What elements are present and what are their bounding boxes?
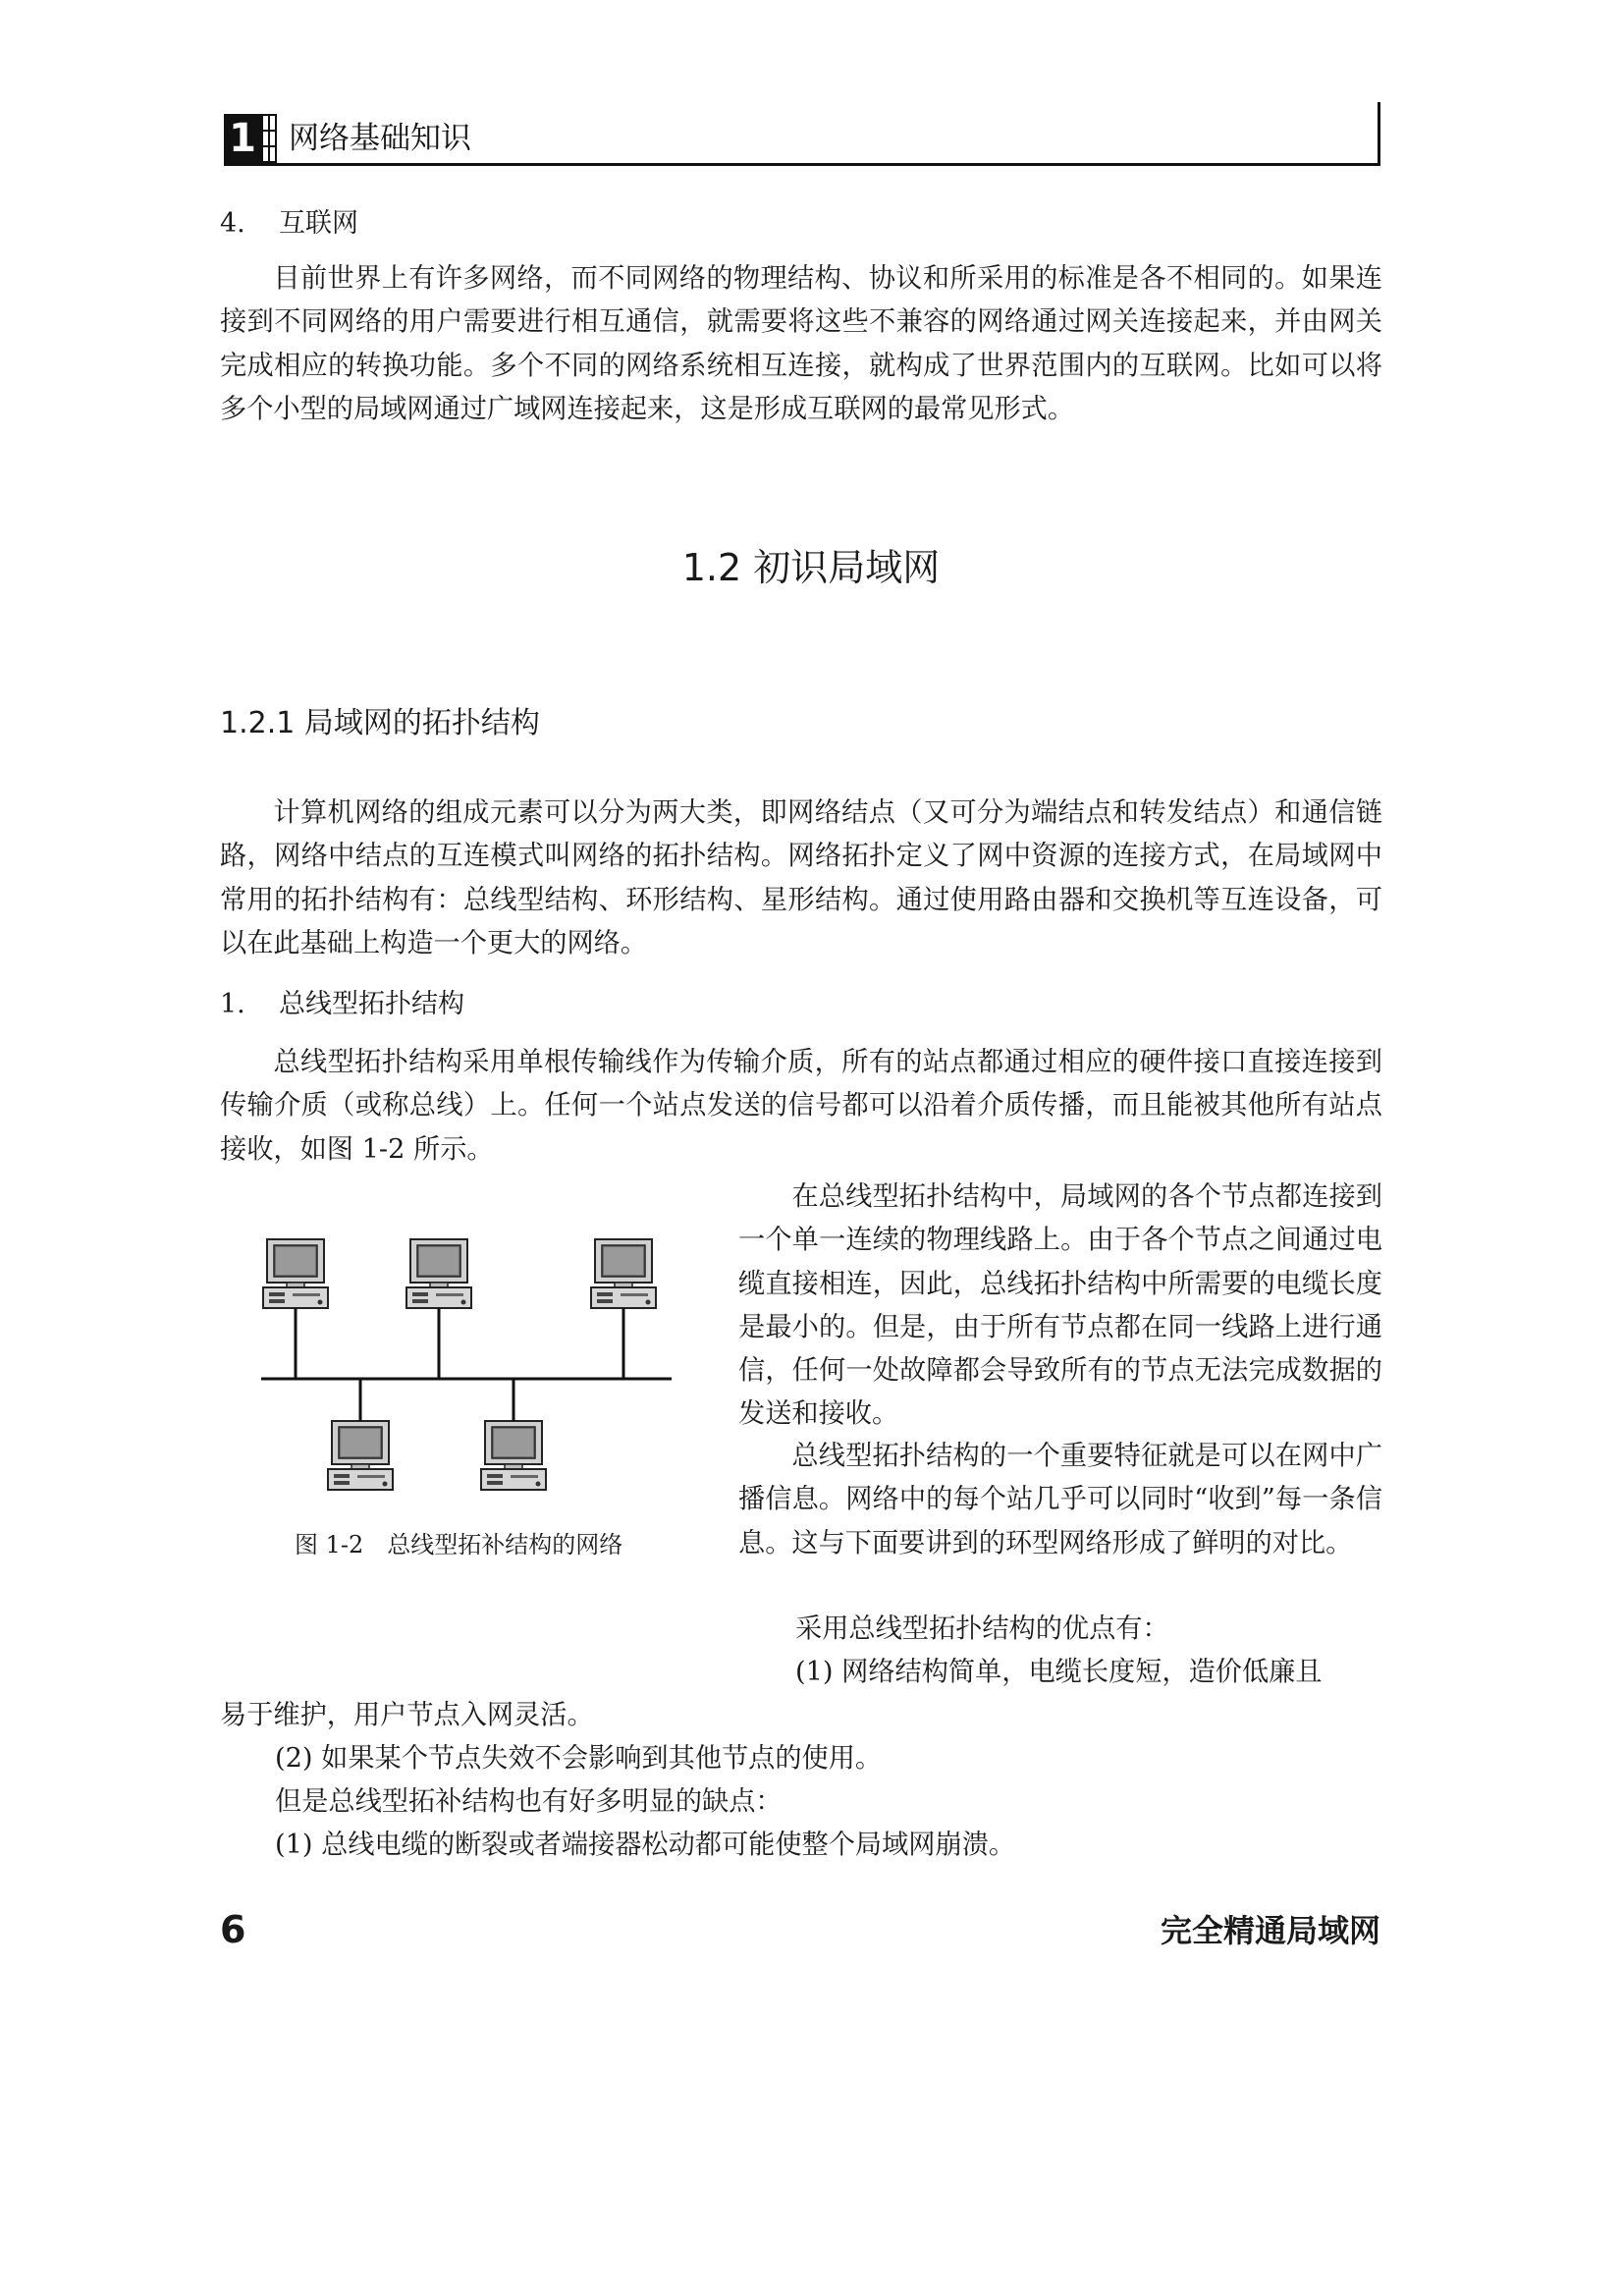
bus-paragraph-3: 总线型拓扑结构的一个重要特征就是可以在网中广播信息。网络中的每个站几乎可以同时“收到”每一条信息。这与下面要讲到的环型网络形成了鲜明的对比。 (738, 1441, 1382, 1558)
figure-caption: 图 1-2 总线型拓补结构的网络 (295, 1531, 623, 1558)
chapter-title: 网络基础知识 (289, 121, 471, 156)
computer-node (481, 1421, 546, 1490)
subsection-title: 1.2.1 局域网的拓扑结构 (220, 706, 540, 740)
disadvantage-1: (1) 总线电缆的断裂或者端接器松动都可能使整个局域网崩溃。 (275, 1830, 1016, 1860)
advantages-intro: 采用总线型拓扑结构的优点有： (795, 1613, 1169, 1644)
header-tick (1378, 102, 1380, 163)
chapter-grid-ornament (261, 114, 277, 163)
advantage-2: (2) 如果某个节点失效不会影响到其他节点的使用。 (275, 1743, 883, 1774)
book-title: 完全精通局域网 (1160, 1912, 1380, 1949)
computer-node (406, 1239, 471, 1308)
chapter-number-badge: 1 (224, 114, 261, 163)
section-4-paragraph: 目前世界上有许多网络，而不同网络的物理结构、协议和所采用的标准是各不相同的。如果连接到不同网络的用户需要进行相互通信，就需要将这些不兼容的网络通过网关连接起来，并由网关完成相应的转换功能。多个不同的网络系统相互连接，就构成了世界范围内的互联网。比如可以将多个小型的局域网通过广域网连接起来，这是形成互联网的最常见形式。 (220, 263, 1382, 424)
bus-topology-number: 1. (220, 989, 245, 1019)
advantage-1-line-2: 易于维护，用户节点入网灵活。 (220, 1700, 594, 1730)
advantage-1-line-1: (1) 网络结构简单，电缆长度短，造价低廉且 (795, 1657, 1323, 1687)
bus-paragraph-2: 在总线型拓扑结构中，局域网的各个节点都连接到一个单一连续的物理线路上。由于各个节点之间通过电缆直接相连，因此，总线拓扑结构中所需要的电缆长度是最小的。但是，由于所有节点都在同一线路上进行通信，任何一处故障都会导致所有的节点无法完成数据的发送和接收。 (738, 1181, 1382, 1430)
disadvantages-intro: 但是总线型拓补结构也有好多明显的缺点： (275, 1786, 783, 1817)
section-4-heading (220, 204, 358, 244)
bus-topology-heading (220, 985, 464, 1024)
section-title: 1.2 初识局域网 (681, 546, 941, 589)
bus-paragraph-1: 总线型拓扑结构采用单根传输线作为传输介质，所有的站点都通过相应的硬件接口直接连接到传输介质（或称总线）上。任何一个站点发送的信号都可以沿着介质传播，而且能被其他所有站点接收，如图 1-2 所示。 (220, 1047, 1382, 1165)
computer-node (591, 1239, 656, 1308)
section-4-title: 互联网 (279, 208, 358, 239)
header-rule (224, 163, 1380, 166)
section-4-number: 4. (220, 208, 245, 239)
computer-node (328, 1421, 393, 1490)
page-number: 6 (220, 1908, 246, 1951)
bus-topology-figure (245, 1210, 697, 1524)
bus-topology-title: 总线型拓扑结构 (279, 989, 464, 1019)
computer-node (263, 1239, 328, 1308)
subsection-paragraph: 计算机网络的组成元素可以分为两大类，即网络结点（又可分为端结点和转发结点）和通信链路，网络中结点的互连模式叫网络的拓扑结构。网络拓扑定义了网中资源的连接方式，在局域网中常用的拓扑结构有：总线型结构、环形结构、星形结构。通过使用路由器和交换机等互连设备，可以在此基础上构造一个更大的网络。 (220, 797, 1382, 958)
